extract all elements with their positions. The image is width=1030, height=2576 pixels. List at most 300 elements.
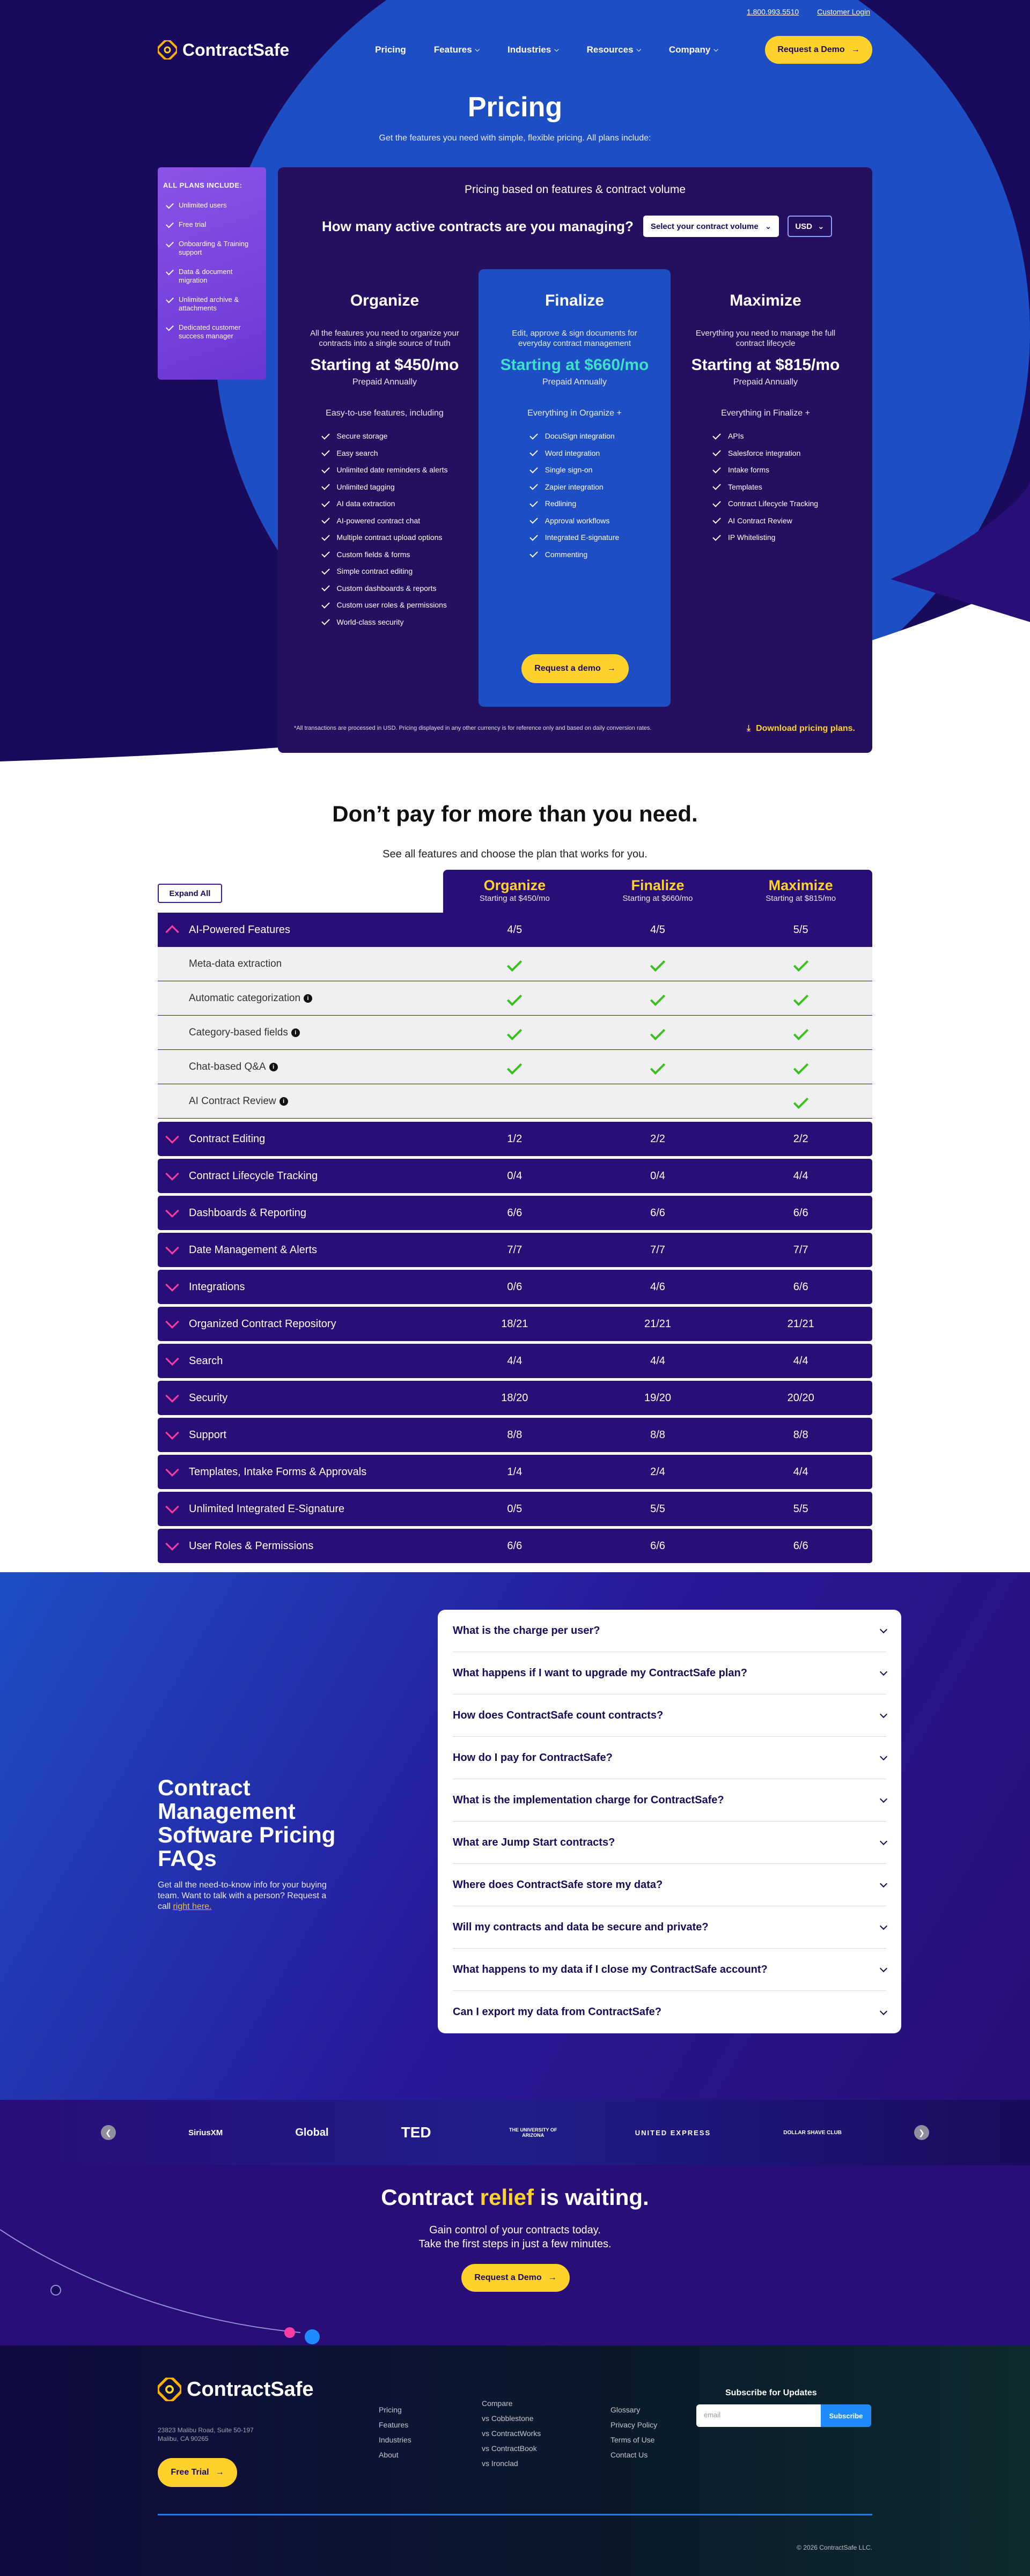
plan-feature: Integrated E-signature: [530, 529, 620, 546]
expand-all-button[interactable]: Expand All: [158, 884, 222, 903]
pricing-panel-header: Pricing based on features & contract volume: [464, 183, 686, 196]
plan-description: Edit, approve & sign documents for everyday contract management: [512, 329, 637, 348]
dollar-shave-club-logo: DOLLAR SHAVE CLUB: [783, 2129, 842, 2136]
feature-group-label: [158, 1503, 443, 1515]
currency-select[interactable]: [788, 216, 832, 237]
nav-label: Company: [668, 45, 711, 55]
feature-group-score: 1/2: [507, 1132, 523, 1145]
chevron-down-icon: [165, 1500, 179, 1513]
plan-feature: Contract Lifecycle Tracking: [713, 495, 818, 513]
info-icon[interactable]: i: [304, 994, 312, 1003]
plan-name: Maximize: [730, 292, 801, 309]
feature-availability: [586, 960, 730, 968]
utility-bar: [747, 8, 870, 16]
feature-group-row[interactable]: [158, 1344, 872, 1378]
plan-feature: Word integration: [530, 445, 620, 462]
feature-group-label: [158, 1170, 443, 1182]
address-line: Malibu, CA 90265: [158, 2435, 209, 2442]
plan-name: Finalize: [545, 292, 605, 309]
plan-features-lead: Everything in Finalize +: [721, 409, 810, 418]
feature-group-row[interactable]: [158, 1159, 872, 1193]
plan-feature: Multiple contract upload options: [322, 529, 448, 546]
free-trial-button[interactable]: [158, 2458, 237, 2487]
faq-question-text: Where does ContractSafe store my data?: [453, 1878, 663, 1891]
feature-group-label: [158, 1540, 443, 1552]
request-demo-label: Request a Demo: [777, 45, 845, 54]
faq-question[interactable]: [453, 1694, 886, 1737]
feature-group-name: Support: [189, 1428, 227, 1441]
column-name: Maximize: [768, 877, 833, 893]
footer-link[interactable]: Features: [379, 2420, 409, 2429]
address-line: 23823 Malibu Road, Suite 50-197: [158, 2426, 254, 2434]
feature-group-label: [158, 1355, 443, 1367]
carousel-next-button[interactable]: [914, 2125, 929, 2140]
plan-feature: World-class security: [322, 614, 448, 631]
column-maximize: [729, 870, 872, 913]
plan-feature: DocuSign integration: [530, 428, 620, 445]
footer-col-legal: [610, 2402, 657, 2462]
faq-question[interactable]: [453, 1822, 886, 1864]
feature-group-score: 1/4: [507, 1465, 523, 1478]
download-icon: ⤓: [747, 724, 751, 733]
info-icon[interactable]: i: [279, 1097, 288, 1106]
chevron-down-icon: ⌵: [636, 46, 641, 53]
footer-col-main: [379, 2402, 411, 2462]
feature-label: [158, 993, 443, 1004]
united-express-logo: UNITED EXPRESS: [635, 2128, 711, 2137]
university-of-arizona-logo: THE UNIVERSITY OF ARIZONA: [509, 2127, 557, 2138]
feature-availability: [729, 1029, 872, 1037]
footer-link[interactable]: vs Cobblestone: [482, 2414, 534, 2423]
contract-volume-value: Select your contract volume: [650, 221, 759, 231]
faq-question-text: What is the charge per user?: [453, 1624, 600, 1637]
feature-name: Meta-data extraction: [189, 958, 282, 969]
check-icon: [650, 956, 665, 971]
subscribe-button[interactable]: Subscribe: [821, 2404, 871, 2427]
chevron-left-icon: ❮: [105, 2128, 112, 2137]
chevron-down-icon: [165, 1537, 179, 1550]
chevron-down-icon: [880, 1795, 887, 1803]
feature-group-score: 6/6: [650, 1539, 665, 1552]
faq-text: [158, 1880, 340, 1912]
chevron-down-icon: [165, 1426, 179, 1439]
feature-availability: [586, 1029, 730, 1037]
chevron-down-icon: [165, 1278, 179, 1291]
feature-group-row[interactable]: [158, 1270, 872, 1304]
plan-feature: AI-powered contract chat: [322, 513, 448, 530]
feature-group-score: 20/20: [787, 1391, 814, 1404]
info-icon[interactable]: i: [269, 1063, 278, 1071]
plan-price: Starting at $450/mo: [310, 356, 459, 374]
cta-subtitle: [0, 2223, 1030, 2251]
footer-divider: [158, 2514, 872, 2515]
faq-intro: [158, 1776, 340, 1912]
chevron-down-icon: [880, 1922, 887, 1930]
feature-group-label: [158, 1281, 443, 1293]
faq-question-text: What is the implementation charge for ContractSafe?: [453, 1794, 724, 1806]
request-demo-button[interactable]: [765, 36, 872, 64]
feature-group-score: 2/4: [650, 1465, 665, 1478]
column-name: Finalize: [631, 877, 685, 893]
feature-group-row[interactable]: [158, 1196, 872, 1230]
feature-group-score: 4/4: [793, 1465, 808, 1478]
main-nav: [158, 30, 872, 70]
plan-feature: Unlimited date reminders & alerts: [322, 462, 448, 479]
nav-resources[interactable]: [587, 45, 641, 55]
cta-title-part: is waiting.: [534, 2185, 649, 2210]
nav-label: Industries: [507, 45, 551, 55]
column-name: Organize: [483, 877, 546, 893]
plan-include-item: Free trial: [163, 220, 260, 229]
comparison-title: Don’t pay for more than you need.: [332, 801, 698, 826]
chevron-down-icon: [880, 1668, 887, 1676]
feature-group-score: 8/8: [650, 1428, 665, 1441]
chevron-down-icon: [165, 1315, 179, 1328]
global-logo: Global: [295, 2126, 329, 2138]
cta-title: [0, 2185, 1030, 2210]
faq-question[interactable]: [453, 1949, 886, 1991]
feature-availability: [443, 995, 586, 1002]
feature-group-name: User Roles & Permissions: [189, 1539, 314, 1552]
feature-group-row[interactable]: [158, 1122, 872, 1156]
feature-group-score: 5/5: [793, 1502, 808, 1515]
feature-row: [158, 981, 872, 1016]
column-finalize: [586, 870, 730, 913]
faq-question[interactable]: [453, 1779, 886, 1822]
feature-group-score: 5/5: [650, 1502, 665, 1515]
plan-feature: APIs: [713, 428, 818, 445]
plan-include-item: Unlimited users: [163, 201, 260, 210]
plan-card-finalize: [479, 269, 671, 707]
feature-group-label: [158, 1392, 443, 1404]
feature-group-score: 0/4: [507, 1169, 523, 1182]
plan-feature: Single sign-on: [530, 462, 620, 479]
footer-link[interactable]: Compare: [482, 2399, 513, 2408]
feature-group-name: Unlimited Integrated E-Signature: [189, 1502, 345, 1515]
chevron-right-icon: ❯: [918, 2128, 925, 2137]
feature-group-score: 4/4: [793, 1169, 808, 1182]
column-organize: [443, 870, 586, 913]
feature-group-score: 6/6: [793, 1280, 808, 1293]
page-title: Pricing: [467, 92, 563, 123]
free-trial-label: Free Trial: [171, 2468, 209, 2477]
nav-company[interactable]: [669, 45, 718, 55]
volume-question: How many active contracts are you managing?: [322, 218, 634, 234]
feature-group-label: [158, 1429, 443, 1441]
plan-feature-list: [530, 428, 620, 563]
check-icon: [507, 1059, 522, 1074]
feature-group-row[interactable]: [158, 1307, 872, 1341]
cta-title-part: Contract: [381, 2185, 480, 2210]
faq-question[interactable]: [453, 1991, 886, 2033]
footer-link[interactable]: Terms of Use: [610, 2436, 655, 2444]
faq-question[interactable]: [453, 1610, 886, 1652]
feature-group-score: 0/4: [650, 1169, 665, 1182]
nav-industries[interactable]: [507, 45, 559, 55]
plan-billing: Prepaid Annually: [733, 377, 798, 387]
pricing-footnote: *All transactions are processed in USD. Pricing displayed in any other currency is for reference only and based on daily conversion rates.: [294, 725, 652, 731]
cta-section: [0, 2165, 1030, 2345]
plan-card-organize: [289, 269, 481, 707]
nav-features[interactable]: [434, 45, 480, 55]
faq-question-text: What happens if I want to upgrade my ContractSafe plan?: [453, 1667, 747, 1679]
chevron-down-icon: ⌵: [554, 46, 559, 53]
feature-group-name: Date Management & Alerts: [189, 1243, 318, 1256]
check-icon: [507, 956, 522, 971]
arrow-right-icon: →: [607, 664, 616, 673]
plan-feature: Unlimited tagging: [322, 479, 448, 496]
feature-group-name: Dashboards & Reporting: [189, 1206, 307, 1219]
check-icon: [793, 1059, 808, 1074]
feature-group-score: 6/6: [793, 1206, 808, 1219]
plan-feature: Approval workflows: [530, 513, 620, 530]
plan-name: Organize: [350, 292, 420, 309]
footer-col-compare: [482, 2396, 541, 2471]
feature-group-name: Organized Contract Repository: [189, 1317, 336, 1330]
phone-link[interactable]: 1.800.993.5510: [746, 8, 799, 16]
feature-group-score: 8/8: [793, 1428, 808, 1441]
feature-group-score: 18/20: [501, 1391, 528, 1404]
chevron-down-icon: [880, 1965, 887, 1972]
chevron-down-icon: [880, 1880, 887, 1887]
footer-link[interactable]: Pricing: [379, 2405, 402, 2414]
feature-availability: [443, 1063, 586, 1071]
arrow-right-icon: →: [215, 2468, 224, 2477]
feature-group-row[interactable]: [158, 1529, 872, 1563]
feature-group-score: 8/8: [507, 1428, 523, 1441]
feature-group-score: 5/5: [793, 923, 808, 936]
faq-title: Contract Management Software Pricing FAQs: [158, 1775, 336, 1871]
plan-feature: Secure storage: [322, 428, 448, 445]
feature-label: [158, 1061, 443, 1073]
chevron-down-icon: [880, 1753, 887, 1760]
nav-pricing[interactable]: [375, 45, 406, 55]
feature-group-score: 4/4: [650, 1354, 665, 1367]
plan-include-item: Data & document migration: [163, 268, 260, 285]
feature-comparison: [0, 778, 1030, 1572]
check-icon: [650, 990, 665, 1005]
feature-group-score: 4/4: [793, 1354, 808, 1367]
plan-include-item: Dedicated customer success manager: [163, 323, 260, 340]
feature-group-score: 7/7: [507, 1243, 523, 1256]
faq-question[interactable]: [453, 1864, 886, 1906]
chevron-down-icon: ⌄: [818, 222, 825, 231]
brand-logo[interactable]: [158, 40, 289, 60]
all-plans-heading: ALL PLANS INCLUDE:: [163, 181, 242, 189]
feature-group-label: [158, 1318, 443, 1330]
feature-group-label: [158, 923, 443, 937]
finalize-request-demo-button[interactable]: [521, 654, 629, 683]
plan-feature: Easy search: [322, 445, 448, 462]
feature-group-label: [158, 1244, 443, 1256]
feature-group-label: [158, 1133, 443, 1145]
currency-value: USD: [795, 221, 812, 231]
plan-price: Starting at $815/mo: [691, 356, 840, 374]
feature-group-row[interactable]: [158, 1233, 872, 1267]
volume-question-row: [322, 216, 832, 237]
comparison-column-headers: [443, 870, 872, 913]
footer-logo[interactable]: [158, 2378, 314, 2401]
feature-group-score: 2/2: [793, 1132, 808, 1145]
plan-price: Starting at $660/mo: [500, 356, 649, 374]
download-pricing-link[interactable]: [747, 724, 855, 734]
check-icon: [650, 1059, 665, 1074]
contract-volume-select[interactable]: [643, 216, 779, 237]
contractsafe-logo-icon: [158, 40, 177, 60]
check-icon: [650, 1025, 665, 1040]
cta-line: Take the first steps in just a few minutes.: [418, 2238, 612, 2250]
chevron-down-icon: ⌄: [764, 222, 772, 231]
feature-group-score: 0/6: [507, 1280, 523, 1293]
plan-feature: Commenting: [530, 546, 620, 564]
carousel-prev-button[interactable]: [101, 2125, 116, 2140]
brand-name: ContractSafe: [182, 40, 290, 60]
feature-group-label: [158, 1207, 443, 1219]
download-label: Download pricing plans.: [756, 724, 855, 733]
feature-availability: [729, 995, 872, 1002]
feature-group-row[interactable]: [158, 1381, 872, 1415]
siriusxm-logo: SiriusXM: [188, 2128, 223, 2137]
brand-name: ContractSafe: [187, 2378, 314, 2401]
faq-question-text: What happens to my data if I close my ContractSafe account?: [453, 1963, 768, 1975]
feature-group-name: Contract Lifecycle Tracking: [189, 1169, 318, 1182]
subscribe-form: [696, 2404, 871, 2427]
plan-billing: Prepaid Annually: [542, 377, 607, 387]
nav-label: Pricing: [375, 45, 406, 55]
customer-logos: [0, 2100, 1030, 2165]
logo-carousel: [101, 2119, 929, 2146]
plan-description: All the features you need to organize your contracts into a single source of truth: [310, 329, 459, 348]
plan-feature: Intake forms: [713, 462, 818, 479]
cta-request-demo-button[interactable]: [461, 2264, 570, 2292]
info-icon[interactable]: i: [291, 1028, 300, 1037]
feature-group-name: Templates, Intake Forms & Approvals: [189, 1465, 367, 1478]
footer-link[interactable]: vs ContractWorks: [482, 2429, 541, 2438]
faq-question-text: Will my contracts and data be secure and private?: [453, 1921, 709, 1933]
contractsafe-logo-icon: [158, 2378, 181, 2401]
faq-question[interactable]: [453, 1737, 886, 1779]
chevron-down-icon: ⌵: [475, 46, 480, 53]
chevron-down-icon: ⌵: [713, 46, 718, 53]
feature-group-score: 4/4: [507, 1354, 523, 1367]
chevron-down-icon: [880, 1838, 887, 1845]
request-demo-label: Request a Demo: [474, 2273, 542, 2282]
arrow-right-icon: →: [548, 2273, 557, 2282]
feature-group-score: 6/6: [507, 1539, 523, 1552]
footer-link[interactable]: Industries: [379, 2436, 411, 2444]
feature-group-name: AI-Powered Features: [189, 923, 290, 936]
plan-description: Everything you need to manage the full contract lifecycle: [695, 329, 836, 348]
page-subtitle: Get the features you need with simple, flexible pricing. All plans include:: [379, 134, 651, 143]
plan-feature: Custom user roles & permissions: [322, 597, 448, 614]
feature-group-score: 7/7: [793, 1243, 808, 1256]
plan-billing: Prepaid Annually: [352, 377, 417, 387]
nav-links: [375, 45, 718, 55]
feature-row: [158, 1050, 872, 1084]
plan-feature: AI Contract Review: [713, 513, 818, 530]
email-input[interactable]: email: [696, 2404, 821, 2427]
feature-name: Category-based fields: [189, 1026, 288, 1038]
site-footer: [0, 2345, 1030, 2576]
comparison-subtitle: See all features and choose the plan that works for you.: [382, 848, 648, 860]
feature-group-score: 7/7: [650, 1243, 665, 1256]
footer-link[interactable]: vs ContractBook: [482, 2444, 537, 2453]
chevron-down-icon: [165, 1130, 179, 1143]
column-price: Starting at $660/mo: [622, 894, 693, 903]
arrow-right-icon: →: [851, 45, 860, 54]
footer-link[interactable]: Glossary: [610, 2405, 641, 2414]
faq-question-text: How do I pay for ContractSafe?: [453, 1751, 613, 1764]
feature-label: [158, 958, 443, 970]
plan-include-item: Onboarding & Training support: [163, 240, 260, 257]
faq-question[interactable]: [453, 1906, 886, 1949]
feature-group-score: 0/5: [507, 1502, 523, 1515]
check-icon: [793, 956, 808, 971]
check-icon: [793, 990, 808, 1005]
chevron-down-icon: [165, 1463, 179, 1476]
feature-group-score: 6/6: [793, 1539, 808, 1552]
check-icon: [507, 990, 522, 1005]
faq-question-text: Can I export my data from ContractSafe?: [453, 2006, 661, 2018]
footer-link[interactable]: vs Ironclad: [482, 2459, 518, 2468]
chevron-down-icon: [165, 1352, 179, 1365]
cta-line: Gain control of your contracts today.: [429, 2224, 601, 2236]
footer-link[interactable]: Privacy Policy: [610, 2420, 658, 2429]
request-demo-label: Request a demo: [534, 664, 601, 673]
chevron-down-icon: [165, 1204, 179, 1217]
plan-features-lead: Everything in Organize +: [527, 409, 622, 418]
subscribe-title: Subscribe for Updates: [725, 2388, 817, 2397]
feature-label: [158, 1095, 443, 1107]
plan-features-lead: Easy-to-use features, including: [326, 409, 444, 418]
plan-feature-list: [322, 428, 448, 631]
faq-accordion: [438, 1610, 901, 2033]
feature-row: [158, 1016, 872, 1050]
feature-group-score: 2/2: [650, 1132, 665, 1145]
feature-group-score: 21/21: [787, 1317, 814, 1330]
footer-link[interactable]: About: [379, 2451, 399, 2459]
column-price: Starting at $815/mo: [766, 894, 836, 903]
customer-login-link[interactable]: Customer Login: [817, 8, 870, 16]
chevron-down-icon: [165, 1389, 179, 1402]
feature-group-label: [158, 1466, 443, 1478]
faq-question[interactable]: [453, 1652, 886, 1694]
feature-group-score: 4/5: [650, 923, 665, 936]
feature-row: [158, 947, 872, 981]
pricing-panel: [278, 167, 872, 753]
nav-label: Resources: [586, 45, 634, 55]
plan-feature: Zapier integration: [530, 479, 620, 496]
check-icon: [793, 1025, 808, 1040]
feature-row: [158, 1084, 872, 1119]
plan-feature-list: [713, 428, 818, 546]
footer-link[interactable]: Contact Us: [610, 2451, 648, 2459]
feature-group-name: Search: [189, 1354, 223, 1367]
feature-group-score: 4/5: [507, 923, 523, 936]
feature-group-name: Contract Editing: [189, 1132, 266, 1145]
feature-availability: [729, 1063, 872, 1071]
chevron-down-icon: [880, 1626, 887, 1633]
feature-group-row[interactable]: [158, 1492, 872, 1526]
feature-group-score: 18/21: [501, 1317, 528, 1330]
plan-feature: Salesforce integration: [713, 445, 818, 462]
feature-group-row[interactable]: [158, 1418, 872, 1452]
feature-group-row[interactable]: [158, 913, 872, 947]
feature-group-row[interactable]: [158, 1455, 872, 1489]
request-call-link[interactable]: right here.: [173, 1902, 212, 1911]
faq-section: [0, 1572, 1030, 2100]
feature-group-name: Integrations: [189, 1280, 245, 1293]
